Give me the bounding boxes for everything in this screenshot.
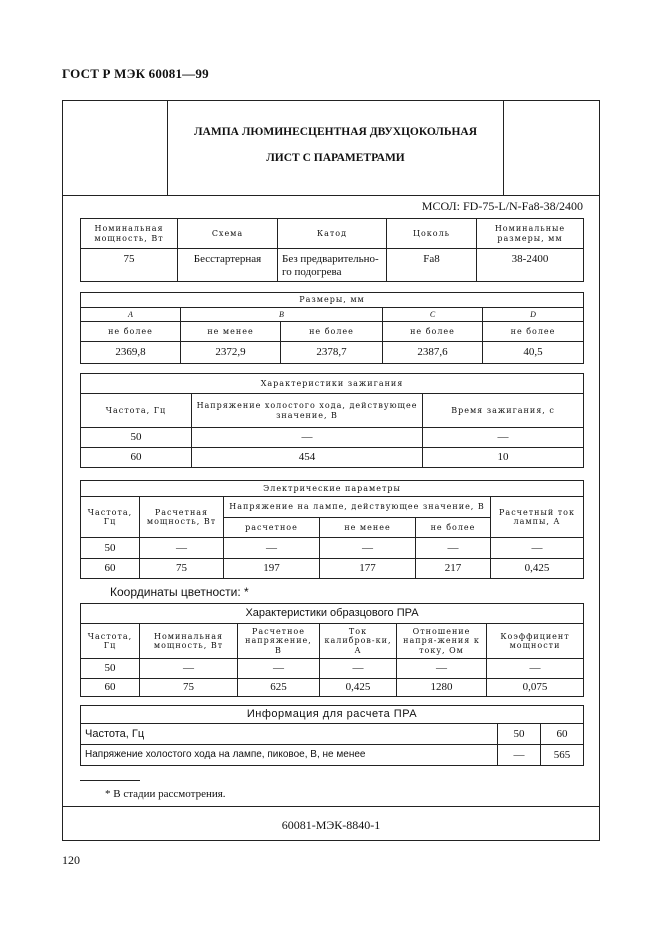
cell: 0,075	[487, 679, 584, 697]
dim-limit: не более	[383, 322, 483, 342]
dim-letter-c: C	[383, 308, 483, 322]
page-number: 120	[62, 853, 80, 867]
header-power-factor: Коэффициент мощности	[487, 624, 584, 659]
sub-header: расчетное	[224, 518, 320, 538]
header-right-divider	[503, 100, 504, 196]
ballast-table	[80, 603, 584, 697]
header-calibration-current: Ток калибров-ки, А	[320, 624, 397, 659]
ballast-title: Характеристики образцового ПРА	[81, 604, 584, 624]
cell: 75	[140, 559, 224, 579]
cell: —	[416, 538, 491, 559]
sheet-title: ЛАМПА ЛЮМИНЕСЦЕНТНАЯ ДВУХЦОКОЛЬНАЯ	[193, 126, 478, 138]
dimensions-title: Размеры, мм	[81, 293, 584, 308]
electrical-title: Электрические параметры	[81, 481, 584, 497]
standard-designation: ГОСТ Р МЭК 60081—99	[62, 66, 209, 81]
header-power: Номинальная мощность, Вт	[140, 624, 238, 659]
dim-value: 2378,7	[281, 342, 383, 364]
header-power: Расчетная мощность, Вт	[140, 497, 224, 538]
cell: 60	[81, 679, 140, 697]
header-voltage: Расчетное напряжение, В	[238, 624, 320, 659]
cell: 10	[423, 448, 584, 468]
footer-divider	[62, 806, 600, 807]
chromaticity-label: Координаты цветности: *	[110, 585, 249, 599]
cell: —	[140, 659, 238, 679]
cell: 50	[81, 428, 192, 448]
header-frequency: Частота, Гц	[81, 624, 140, 659]
cell: —	[320, 659, 397, 679]
cell: 0,425	[491, 559, 584, 579]
cell: —	[423, 428, 584, 448]
ignition-table	[80, 373, 584, 468]
dim-value: 2369,8	[81, 342, 181, 364]
dim-value: 2387,6	[383, 342, 483, 364]
header-open-voltage: Напряжение холостого хода, действующее значение, В	[192, 394, 423, 428]
dim-letter-a: A	[81, 308, 181, 322]
header-frequency: Частота, Гц	[81, 497, 140, 538]
header-cathode: Катод	[278, 219, 387, 249]
cell: 197	[224, 559, 320, 579]
cell: —	[491, 538, 584, 559]
lamp-code: МСОЛ: FD-75-L/N-Fa8-38/2400	[421, 199, 583, 213]
cell-scheme: Бесстартерная	[178, 249, 278, 282]
general-table	[80, 218, 584, 282]
cell: 0,425	[320, 679, 397, 697]
sheet-subtitle: ЛИСТ С ПАРАМЕТРАМИ	[266, 152, 405, 164]
header-lamp-current: Расчетный ток лампы, А	[491, 497, 584, 538]
cell-base: Fa8	[387, 249, 477, 282]
dim-limit: не более	[483, 322, 584, 342]
header-power: Номинальная мощность, Вт	[81, 219, 178, 249]
cell: 50	[81, 538, 140, 559]
cell: 60	[541, 724, 584, 745]
dim-limit: не менее	[181, 322, 281, 342]
header-left-divider	[167, 100, 168, 196]
dimensions-table	[80, 292, 584, 364]
dim-value: 40,5	[483, 342, 584, 364]
cell: —	[487, 659, 584, 679]
footer-code: 60081-МЭК-8840-1	[281, 818, 381, 832]
cell: —	[140, 538, 224, 559]
header-scheme: Схема	[178, 219, 278, 249]
cell: —	[238, 659, 320, 679]
cell: 565	[541, 745, 584, 766]
cell-dimensions: 38-2400	[477, 249, 584, 282]
row-label: Частота, Гц	[81, 724, 498, 745]
header-divider	[62, 195, 600, 196]
cell: 1280	[397, 679, 487, 697]
cell: 60	[81, 559, 140, 579]
cell: 217	[416, 559, 491, 579]
cell: 75	[140, 679, 238, 697]
sub-header: не более	[416, 518, 491, 538]
dim-limit: не более	[81, 322, 181, 342]
dim-letter-b: B	[181, 308, 383, 322]
cell: 454	[192, 448, 423, 468]
cell: 50	[498, 724, 541, 745]
cell: 625	[238, 679, 320, 697]
header-ignition-time: Время зажигания, с	[423, 394, 584, 428]
dim-letter-d: D	[483, 308, 584, 322]
header-impedance: Отношение напря-жения к току, Ом	[397, 624, 487, 659]
cell: 177	[320, 559, 416, 579]
cell: —	[224, 538, 320, 559]
electrical-table	[80, 480, 584, 579]
sub-header: не менее	[320, 518, 416, 538]
dim-limit: не более	[281, 322, 383, 342]
footnote-rule	[80, 780, 140, 781]
cell: —	[397, 659, 487, 679]
ignition-title: Характеристики зажигания	[81, 374, 584, 394]
cell: 60	[81, 448, 192, 468]
dim-value: 2372,9	[181, 342, 281, 364]
cell: —	[192, 428, 423, 448]
cell: —	[498, 745, 541, 766]
calc-info-table	[80, 705, 584, 766]
cell: 50	[81, 659, 140, 679]
calc-info-title: Информация для расчета ПРА	[81, 706, 584, 724]
cell: —	[320, 538, 416, 559]
row-label: Напряжение холостого хода на лампе, пиковое, В, не менее	[81, 745, 498, 766]
header-frequency: Частота, Гц	[81, 394, 192, 428]
header-lamp-voltage: Напряжение на лампе, действующее значение, В	[224, 497, 491, 518]
header-base: Цоколь	[387, 219, 477, 249]
cell-cathode: Без предварительно-го подогрева	[278, 249, 387, 282]
cell-power: 75	[81, 249, 178, 282]
header-dimensions: Номинальные размеры, мм	[477, 219, 584, 249]
footnote: * В стадии рассмотрения.	[105, 788, 226, 800]
